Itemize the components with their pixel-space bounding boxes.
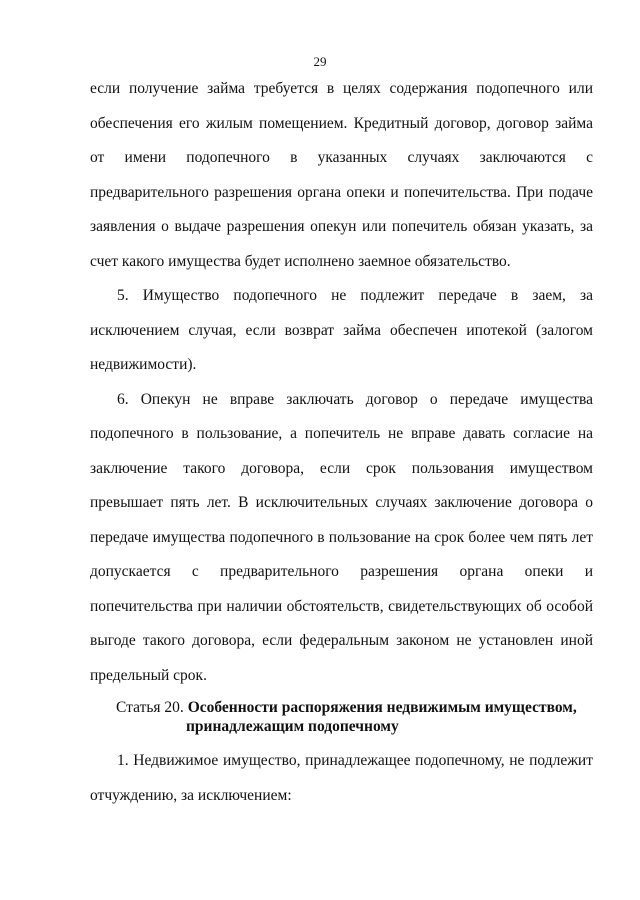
paragraph-item-6: 6. Опекун не вправе заключать договор о передаче имущества подопечного в пользование, а попечитель не вправе давать согласие на заключение такого договора, если срок пользования имуществом превышает пять лет. В исключительных случаях заключение договора о передаче имущества подопечного в пользование на срок более чем пять лет допускается с предварительного разрешения органа опеки и попечительства при наличии обстоятельств, свидетельствующих об особой выгоде такого договора, если федеральным законом не установлен иной предельный срок.: [90, 390, 593, 684]
paragraph-item-5: 5. Имущество подопечного не подлежит передаче в заем, за исключением случая, если возврат займа обеспечен ипотекой (залогом недвижимости).: [90, 287, 593, 373]
paragraph-continuation: если получение займа требуется в целях содержания подопечного или обеспечения его жилым помещением. Кредитный договор, договор займа от имени подопечного в указанных случаях заключаются с предварительного разрешения органа опеки и попечительства. При подаче заявления о выдаче разрешения опекун или попечитель обязан указать, за счет какого имущества будет исполнено заемное обязательство.: [90, 80, 593, 270]
article-heading: [116, 698, 596, 736]
paragraph-article-20-item-1: 1. Недвижимое имущество, принадлежащее подопечному, не подлежит отчуждению, за исключением:: [90, 752, 593, 804]
body-text-lower: [90, 744, 593, 813]
article-title-part-2: принадлежащим подопечному: [186, 718, 399, 735]
body-text-upper: [90, 72, 593, 693]
article-title-part-1: Особенности распоряжения недвижимым имуществом,: [187, 699, 577, 716]
page-number: 29: [313, 54, 327, 69]
article-heading-line-1: [116, 698, 596, 717]
article-label: Статья 20.: [116, 699, 184, 716]
